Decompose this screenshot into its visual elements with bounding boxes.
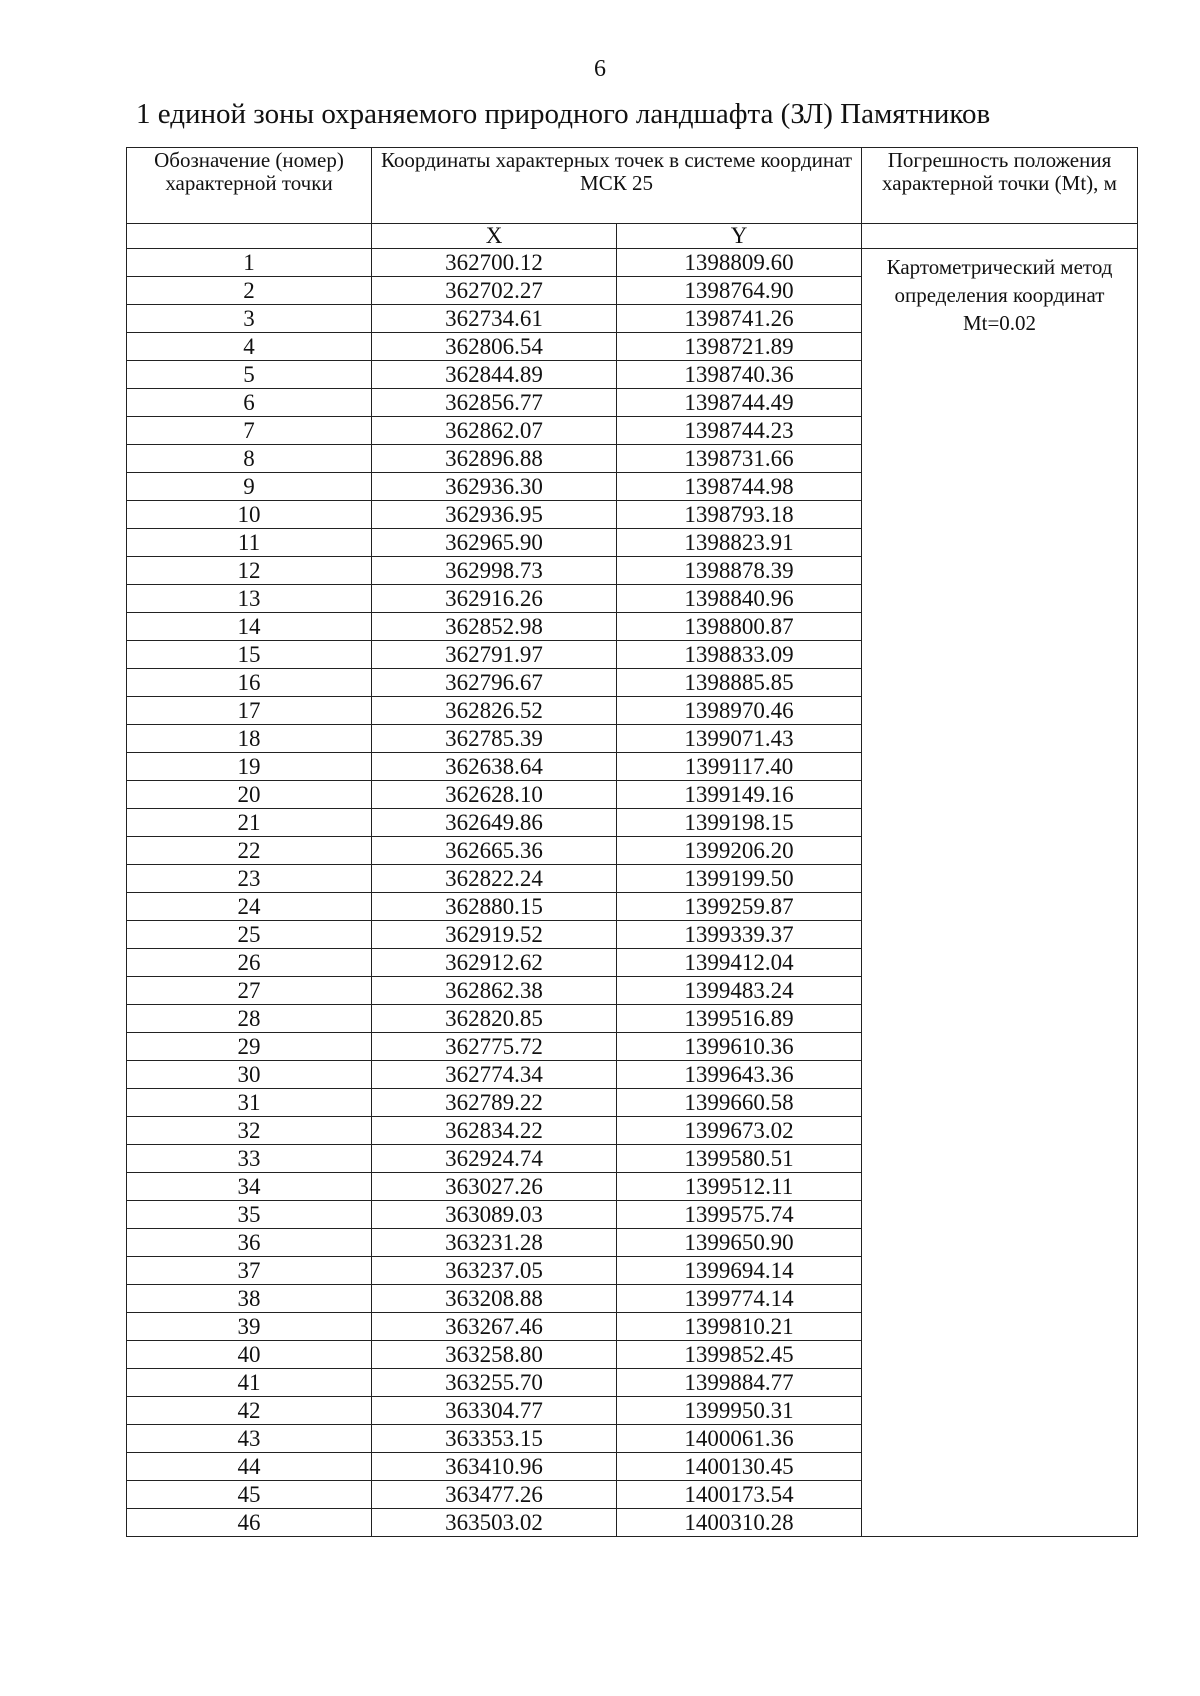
- cell-y: 1398878.39: [617, 557, 862, 585]
- cell-x: 362822.24: [372, 865, 617, 893]
- cell-y: 1399950.31: [617, 1397, 862, 1425]
- cell-y: 1399259.87: [617, 893, 862, 921]
- table-row: [127, 249, 1138, 277]
- cell-y: 1400130.45: [617, 1453, 862, 1481]
- header-point-number: Обозначение (номер) характерной точки: [127, 148, 372, 224]
- page-number: 6: [594, 56, 606, 82]
- cell-y: 1398764.90: [617, 277, 862, 305]
- cell-point-number: 23: [127, 865, 372, 893]
- cell-point-number: 42: [127, 1397, 372, 1425]
- cell-point-number: 35: [127, 1201, 372, 1229]
- cell-point-number: 16: [127, 669, 372, 697]
- cell-point-number: 40: [127, 1341, 372, 1369]
- cell-point-number: 27: [127, 977, 372, 1005]
- cell-x: 363410.96: [372, 1453, 617, 1481]
- cell-point-number: 8: [127, 445, 372, 473]
- cell-y: 1398800.87: [617, 613, 862, 641]
- cell-x: 363089.03: [372, 1201, 617, 1229]
- cell-point-number: 11: [127, 529, 372, 557]
- cell-y: 1399199.50: [617, 865, 862, 893]
- cell-point-number: 44: [127, 1453, 372, 1481]
- header-row: [127, 148, 1138, 224]
- header-accuracy: Погрешность положения характерной точки (Mt), м: [862, 148, 1138, 224]
- coordinates-table: [126, 147, 1138, 1537]
- cell-y: 1398744.49: [617, 389, 862, 417]
- cell-y: 1398840.96: [617, 585, 862, 613]
- cell-x: 363255.70: [372, 1369, 617, 1397]
- cell-y: 1399412.04: [617, 949, 862, 977]
- cell-point-number: 19: [127, 753, 372, 781]
- cell-y: 1398793.18: [617, 501, 862, 529]
- cell-y: 1399694.14: [617, 1257, 862, 1285]
- cell-x: 363353.15: [372, 1425, 617, 1453]
- cell-point-number: 25: [127, 921, 372, 949]
- cell-x: 362862.38: [372, 977, 617, 1005]
- cell-point-number: 29: [127, 1033, 372, 1061]
- cell-x: 362796.67: [372, 669, 617, 697]
- cell-point-number: 17: [127, 697, 372, 725]
- cell-y: 1399149.16: [617, 781, 862, 809]
- cell-x: 362896.88: [372, 445, 617, 473]
- cell-y: 1399643.36: [617, 1061, 862, 1089]
- cell-point-number: 14: [127, 613, 372, 641]
- cell-x: 362649.86: [372, 809, 617, 837]
- cell-point-number: 5: [127, 361, 372, 389]
- cell-x: 362916.26: [372, 585, 617, 613]
- cell-y: 1399071.43: [617, 725, 862, 753]
- cell-y: 1398809.60: [617, 249, 862, 277]
- cell-x: 362628.10: [372, 781, 617, 809]
- cell-x: 362734.61: [372, 305, 617, 333]
- cell-point-number: 28: [127, 1005, 372, 1033]
- cell-y: 1399884.77: [617, 1369, 862, 1397]
- cell-y: 1399852.45: [617, 1341, 862, 1369]
- cell-x: 362965.90: [372, 529, 617, 557]
- cell-y: 1398744.23: [617, 417, 862, 445]
- cell-y: 1399512.11: [617, 1173, 862, 1201]
- cell-x: 362826.52: [372, 697, 617, 725]
- cell-x: 362806.54: [372, 333, 617, 361]
- cell-point-number: 30: [127, 1061, 372, 1089]
- subheader-empty-accuracy: [862, 224, 1138, 249]
- accuracy-note-line: Mt=0.02: [962, 311, 1037, 335]
- cell-x: 362791.97: [372, 641, 617, 669]
- cell-x: 362852.98: [372, 613, 617, 641]
- cell-y: 1399660.58: [617, 1089, 862, 1117]
- cell-y: 1399774.14: [617, 1285, 862, 1313]
- cell-point-number: 24: [127, 893, 372, 921]
- cell-point-number: 13: [127, 585, 372, 613]
- cell-point-number: 46: [127, 1509, 372, 1537]
- cell-x: 362775.72: [372, 1033, 617, 1061]
- cell-y: 1399575.74: [617, 1201, 862, 1229]
- subheader-row: [127, 224, 1138, 249]
- cell-x: 363477.26: [372, 1481, 617, 1509]
- cell-x: 362919.52: [372, 921, 617, 949]
- cell-y: 1398741.26: [617, 305, 862, 333]
- subheader-x: X: [372, 224, 617, 249]
- cell-x: 362936.30: [372, 473, 617, 501]
- cell-y: 1399673.02: [617, 1117, 862, 1145]
- cell-x: 363304.77: [372, 1397, 617, 1425]
- cell-y: 1398731.66: [617, 445, 862, 473]
- cell-x: 362844.89: [372, 361, 617, 389]
- page-title: 1 единой зоны охраняемого природного ландшафта (ЗЛ) Памятников: [136, 98, 991, 130]
- cell-x: 362702.27: [372, 277, 617, 305]
- cell-y: 1399810.21: [617, 1313, 862, 1341]
- cell-x: 362820.85: [372, 1005, 617, 1033]
- cell-y: 1399580.51: [617, 1145, 862, 1173]
- cell-x: 362936.95: [372, 501, 617, 529]
- cell-y: 1398970.46: [617, 697, 862, 725]
- header-coordinates: Координаты характерных точек в системе координат МСК 25: [372, 148, 862, 224]
- cell-point-number: 7: [127, 417, 372, 445]
- cell-x: 363503.02: [372, 1509, 617, 1537]
- cell-y: 1400173.54: [617, 1481, 862, 1509]
- cell-point-number: 36: [127, 1229, 372, 1257]
- cell-x: 362638.64: [372, 753, 617, 781]
- cell-x: 362880.15: [372, 893, 617, 921]
- cell-x: 362912.62: [372, 949, 617, 977]
- cell-x: 362856.77: [372, 389, 617, 417]
- cell-x: 363258.80: [372, 1341, 617, 1369]
- cell-x: 362700.12: [372, 249, 617, 277]
- cell-y: 1399206.20: [617, 837, 862, 865]
- cell-y: 1398833.09: [617, 641, 862, 669]
- cell-point-number: 33: [127, 1145, 372, 1173]
- cell-point-number: 21: [127, 809, 372, 837]
- subheader-y: Y: [617, 224, 862, 249]
- cell-x: 362998.73: [372, 557, 617, 585]
- cell-y: 1399483.24: [617, 977, 862, 1005]
- cell-x: 363027.26: [372, 1173, 617, 1201]
- cell-x: 362924.74: [372, 1145, 617, 1173]
- cell-point-number: 4: [127, 333, 372, 361]
- cell-point-number: 39: [127, 1313, 372, 1341]
- cell-y: 1398823.91: [617, 529, 862, 557]
- cell-point-number: 43: [127, 1425, 372, 1453]
- cell-point-number: 38: [127, 1285, 372, 1313]
- cell-point-number: 34: [127, 1173, 372, 1201]
- cell-x: 363237.05: [372, 1257, 617, 1285]
- cell-x: 362834.22: [372, 1117, 617, 1145]
- cell-point-number: 18: [127, 725, 372, 753]
- cell-point-number: 22: [127, 837, 372, 865]
- cell-point-number: 41: [127, 1369, 372, 1397]
- cell-point-number: 2: [127, 277, 372, 305]
- cell-x: 362862.07: [372, 417, 617, 445]
- cell-x: 362665.36: [372, 837, 617, 865]
- cell-y: 1398744.98: [617, 473, 862, 501]
- accuracy-note-line: определения координат: [894, 283, 1105, 307]
- cell-x: 363267.46: [372, 1313, 617, 1341]
- accuracy-note: [862, 249, 1138, 1537]
- subheader-empty: [127, 224, 372, 249]
- cell-point-number: 1: [127, 249, 372, 277]
- cell-point-number: 12: [127, 557, 372, 585]
- accuracy-note-line: Картометрический метод: [886, 255, 1113, 279]
- cell-point-number: 26: [127, 949, 372, 977]
- cell-point-number: 45: [127, 1481, 372, 1509]
- cell-y: 1398740.36: [617, 361, 862, 389]
- cell-y: 1399516.89: [617, 1005, 862, 1033]
- cell-point-number: 9: [127, 473, 372, 501]
- cell-y: 1399117.40: [617, 753, 862, 781]
- cell-y: 1398721.89: [617, 333, 862, 361]
- coordinates-table-body: [127, 148, 1138, 1537]
- cell-y: 1399198.15: [617, 809, 862, 837]
- cell-x: 363208.88: [372, 1285, 617, 1313]
- cell-point-number: 20: [127, 781, 372, 809]
- cell-y: 1398885.85: [617, 669, 862, 697]
- cell-x: 362774.34: [372, 1061, 617, 1089]
- cell-point-number: 32: [127, 1117, 372, 1145]
- cell-point-number: 37: [127, 1257, 372, 1285]
- cell-y: 1399610.36: [617, 1033, 862, 1061]
- cell-y: 1400061.36: [617, 1425, 862, 1453]
- cell-y: 1399650.90: [617, 1229, 862, 1257]
- cell-y: 1399339.37: [617, 921, 862, 949]
- cell-y: 1400310.28: [617, 1509, 862, 1537]
- cell-point-number: 10: [127, 501, 372, 529]
- cell-point-number: 15: [127, 641, 372, 669]
- cell-point-number: 3: [127, 305, 372, 333]
- cell-x: 363231.28: [372, 1229, 617, 1257]
- cell-x: 362785.39: [372, 725, 617, 753]
- cell-x: 362789.22: [372, 1089, 617, 1117]
- cell-point-number: 6: [127, 389, 372, 417]
- cell-point-number: 31: [127, 1089, 372, 1117]
